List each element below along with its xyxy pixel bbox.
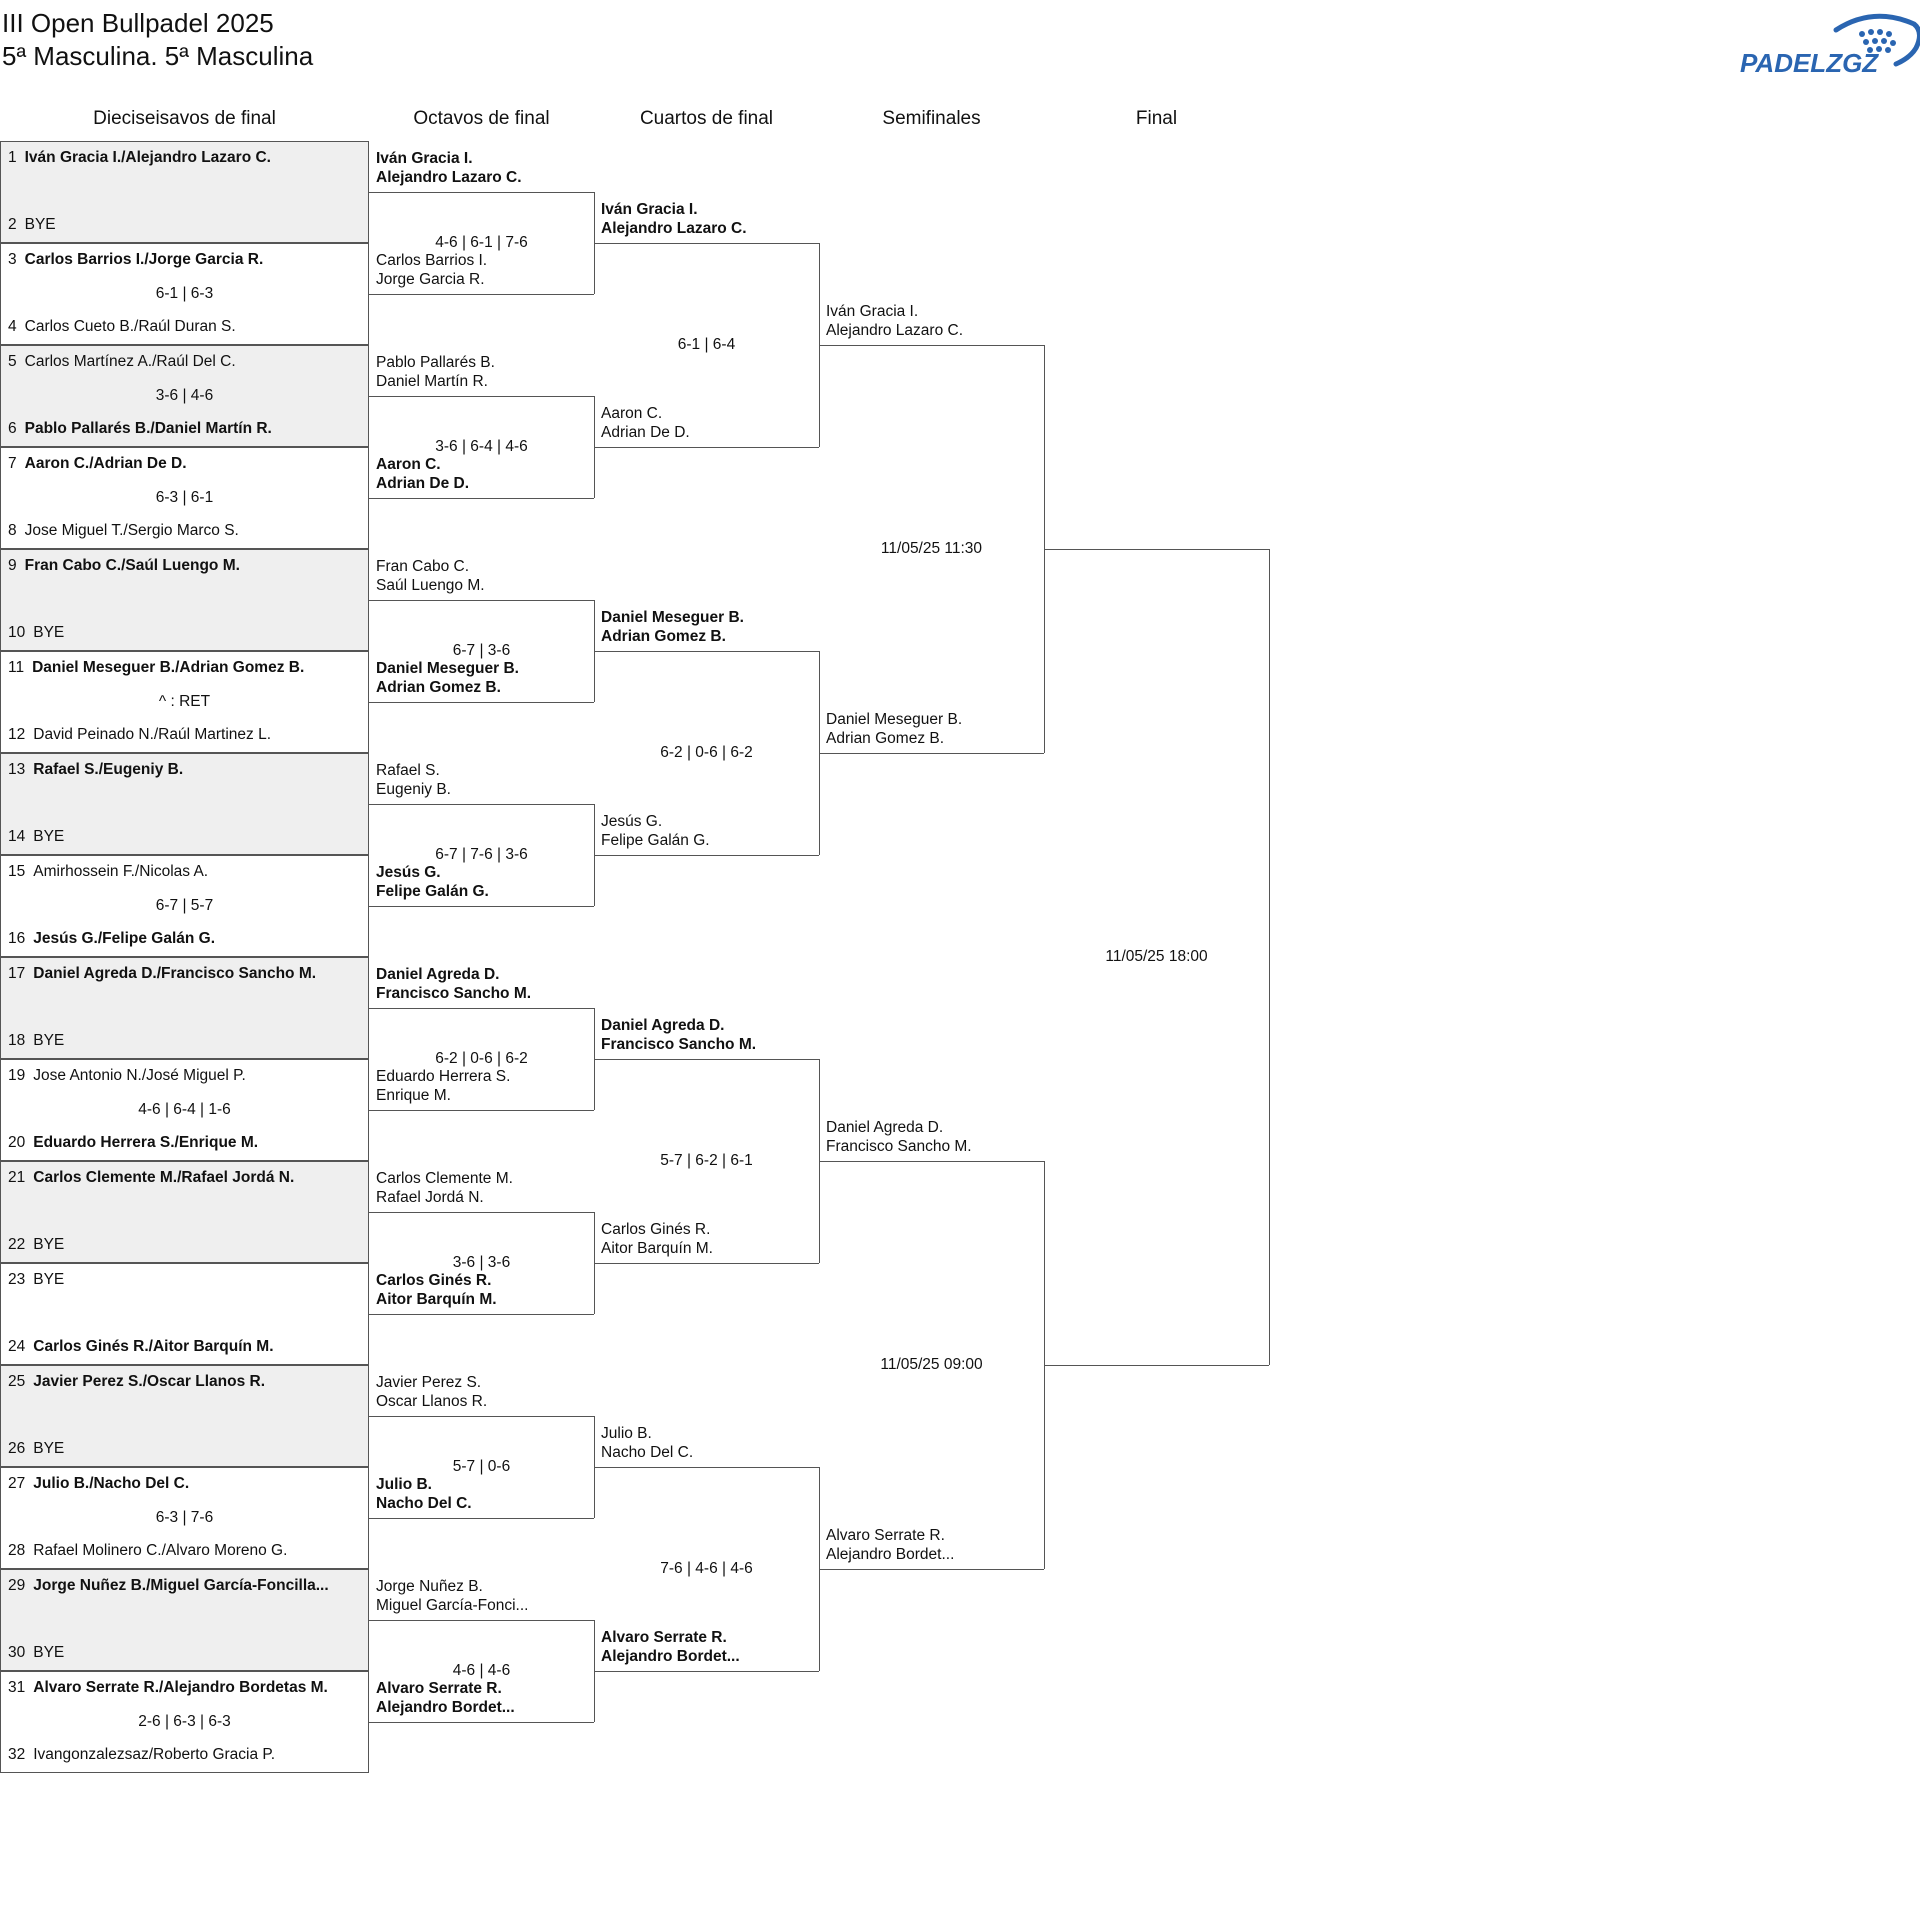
player-row — [8, 1168, 363, 1188]
team-entry — [826, 710, 962, 748]
team-name: BYE — [33, 828, 65, 845]
player-row — [8, 1541, 363, 1561]
player-name: Nacho Del C. — [376, 1495, 472, 1512]
bracket-line — [369, 294, 594, 295]
player-name: Rafael Jordá N. — [376, 1189, 484, 1206]
seed-number: 24 — [8, 1338, 26, 1355]
team-name: David Peinado N./Raúl Martinez L. — [33, 726, 272, 743]
match-score: 11/05/25 11:30 — [880, 540, 983, 557]
player-row — [8, 827, 363, 847]
bracket-line — [1044, 1365, 1269, 1366]
player-name: Daniel Meseguer B. — [376, 660, 519, 677]
player-name: Iván Gracia I. — [826, 303, 919, 320]
bracket-line — [369, 1110, 594, 1111]
team-name: Rafael Molinero C./Alvaro Moreno G. — [33, 1542, 288, 1559]
bracket-line — [369, 804, 594, 805]
match-box — [0, 1365, 369, 1467]
player-row — [8, 317, 363, 337]
team-name: Daniel Meseguer B./Adrian Gomez B. — [32, 659, 305, 676]
player-name: Iván Gracia I. — [601, 201, 698, 218]
player-row — [8, 1439, 363, 1459]
player-row — [8, 521, 363, 541]
match-box — [0, 345, 369, 447]
seed-number: 20 — [8, 1134, 26, 1151]
team-name: Aaron C./Adrian De D. — [24, 455, 187, 472]
player-row — [8, 148, 363, 168]
padelzgz-logo-svg — [1738, 8, 1920, 78]
player-name: Julio B. — [601, 1425, 652, 1442]
match-score: 6-7 | 5-7 — [155, 897, 214, 914]
player-row — [8, 419, 363, 439]
match-score: 6-3 | 7-6 — [155, 1509, 214, 1526]
match-score: 5-7 | 0-6 — [452, 1458, 511, 1475]
seed-number: 2 — [8, 216, 17, 233]
seed-number: 23 — [8, 1271, 26, 1288]
team-entry — [376, 149, 522, 187]
seed-number: 21 — [8, 1169, 26, 1186]
team-entry — [376, 455, 469, 493]
team-name: Ivangonzalezsaz/Roberto Gracia P. — [33, 1746, 276, 1763]
seed-number: 27 — [8, 1475, 26, 1492]
seed-number: 8 — [8, 522, 17, 539]
seed-number: 29 — [8, 1577, 26, 1594]
player-name: Adrian De D. — [376, 475, 470, 492]
player-name: Alejandro Lazaro C. — [826, 322, 963, 339]
team-name: Julio B./Nacho Del C. — [33, 1475, 190, 1492]
team-entry — [601, 1016, 756, 1054]
bracket-line — [369, 192, 594, 193]
team-name: Jose Miguel T./Sergio Marco S. — [24, 522, 239, 539]
team-entry — [376, 1169, 513, 1207]
seed-number: 5 — [8, 353, 17, 370]
player-row — [8, 1474, 363, 1494]
player-row — [8, 215, 363, 235]
player-name: Jorge Garcia R. — [376, 271, 485, 288]
player-name: Alejandro Bordet... — [601, 1648, 740, 1665]
team-name: Javier Perez S./Oscar Llanos R. — [33, 1373, 266, 1390]
player-name: Felipe Galán G. — [601, 832, 710, 849]
match-box — [0, 549, 369, 651]
player-row — [8, 1031, 363, 1051]
team-entry — [601, 404, 690, 442]
player-row — [8, 964, 363, 984]
team-entry — [376, 1271, 497, 1309]
match-score: 2-6 | 6-3 | 6-3 — [138, 1713, 231, 1730]
team-entry — [601, 608, 744, 646]
match-box — [0, 1671, 369, 1773]
team-entry — [601, 1424, 693, 1462]
team-name: BYE — [33, 1644, 65, 1661]
player-name: Francisco Sancho M. — [376, 985, 532, 1002]
team-name: Pablo Pallarés B./Daniel Martín R. — [24, 420, 272, 437]
bracket-line — [369, 498, 594, 499]
player-name: Oscar Llanos R. — [376, 1393, 488, 1410]
match-score: 3-6 | 4-6 — [155, 387, 214, 404]
player-name: Felipe Galán G. — [376, 883, 489, 900]
player-row — [8, 1372, 363, 1392]
match-score: 7-6 | 4-6 | 4-6 — [660, 1560, 753, 1577]
player-name: Aitor Barquín M. — [376, 1291, 497, 1308]
player-row — [8, 1643, 363, 1663]
match-score: 4-6 | 6-1 | 7-6 — [435, 234, 528, 251]
team-name: Carlos Cueto B./Raúl Duran S. — [24, 318, 236, 335]
player-name: Adrian De D. — [601, 424, 690, 441]
team-name: Carlos Barrios I./Jorge Garcia R. — [24, 251, 264, 268]
player-name: Adrian Gomez B. — [601, 628, 726, 645]
team-entry — [376, 1679, 515, 1717]
team-name: Daniel Agreda D./Francisco Sancho M. — [33, 965, 317, 982]
round-header-r32: Dieciseisavos de final — [93, 108, 276, 129]
match-score: 3-6 | 6-4 | 4-6 — [435, 438, 528, 455]
team-entry — [601, 812, 710, 850]
team-name: Carlos Martínez A./Raúl Del C. — [24, 353, 236, 370]
team-name: Fran Cabo C./Saúl Luengo M. — [24, 557, 240, 574]
seed-number: 6 — [8, 420, 17, 437]
final-schedule: 11/05/25 18:00 — [1105, 948, 1208, 965]
seed-number: 15 — [8, 863, 26, 880]
player-name: Alejandro Bordet... — [376, 1699, 515, 1716]
player-name: Nacho Del C. — [601, 1444, 694, 1461]
page-title: III Open Bullpadel 2025 — [2, 8, 274, 38]
seed-number: 26 — [8, 1440, 26, 1457]
bracket-line — [369, 1314, 594, 1315]
team-name: Rafael S./Eugeniy B. — [33, 761, 184, 778]
team-entry — [376, 761, 451, 799]
team-name: BYE — [33, 1271, 65, 1288]
bracket-line — [594, 1059, 819, 1060]
player-name: Eugeniy B. — [376, 781, 451, 798]
team-name: Alvaro Serrate R./Alejandro Bordetas M. — [33, 1679, 328, 1696]
team-name: Carlos Clemente M./Rafael Jordá N. — [33, 1169, 295, 1186]
seed-number: 3 — [8, 251, 17, 268]
player-name: Javier Perez S. — [376, 1374, 482, 1391]
player-name: Aaron C. — [376, 456, 441, 473]
bracket-line — [594, 1467, 819, 1468]
padelzgz-logo — [1738, 8, 1920, 78]
round-header-sf: Semifinales — [882, 108, 981, 129]
player-row — [8, 1133, 363, 1153]
player-row — [8, 556, 363, 576]
bracket-line — [369, 1620, 594, 1621]
player-name: Daniel Agreda D. — [826, 1119, 944, 1136]
bracket-line — [594, 1671, 819, 1672]
bracket-line — [369, 906, 594, 907]
player-row — [8, 1678, 363, 1698]
player-name: Enrique M. — [376, 1087, 451, 1104]
bracket-line — [594, 855, 819, 856]
team-name: Jorge Nuñez B./Miguel García-Foncilla... — [33, 1577, 329, 1594]
player-row — [8, 760, 363, 780]
bracket-line — [819, 1161, 1044, 1162]
bracket-line — [594, 447, 819, 448]
player-name: Jesús G. — [601, 813, 663, 830]
match-score: 6-2 | 0-6 | 6-2 — [435, 1050, 528, 1067]
seed-number: 18 — [8, 1032, 26, 1049]
match-score: 3-6 | 3-6 — [452, 1254, 511, 1271]
player-row — [8, 929, 363, 949]
match-box — [0, 1059, 369, 1161]
team-name: Iván Gracia I./Alejandro Lazaro C. — [24, 149, 271, 166]
player-name: Iván Gracia I. — [376, 150, 473, 167]
team-name: Amirhossein F./Nicolas A. — [33, 863, 209, 880]
player-name: Saúl Luengo M. — [376, 577, 485, 594]
bracket-line — [369, 1722, 594, 1723]
player-row — [8, 1576, 363, 1596]
player-name: Jesús G. — [376, 864, 441, 881]
match-box — [0, 855, 369, 957]
match-box — [0, 651, 369, 753]
seed-number: 12 — [8, 726, 26, 743]
seed-number: 11 — [8, 659, 25, 676]
page-subtitle: 5ª Masculina. 5ª Masculina — [2, 41, 314, 71]
player-name: Alejandro Bordet... — [826, 1546, 955, 1563]
bracket-line — [594, 1263, 819, 1264]
match-box — [0, 243, 369, 345]
player-name: Alvaro Serrate R. — [601, 1629, 727, 1646]
match-box — [0, 1467, 369, 1569]
match-score: 6-7 | 3-6 — [452, 642, 511, 659]
team-entry — [376, 251, 487, 289]
player-name: Jorge Nuñez B. — [376, 1578, 483, 1595]
player-name: Rafael S. — [376, 762, 440, 779]
team-name: Eduardo Herrera S./Enrique M. — [33, 1134, 259, 1151]
bracket-line — [819, 1569, 1044, 1570]
bracket-line — [369, 702, 594, 703]
team-entry — [376, 863, 489, 901]
player-row — [8, 1235, 363, 1255]
match-score: 6-3 | 6-1 — [155, 489, 214, 506]
team-name: BYE — [33, 1032, 65, 1049]
bracket-line — [1269, 549, 1270, 1365]
team-name: Jose Antonio N./José Miguel P. — [33, 1067, 246, 1084]
round-header-final: Final — [1135, 108, 1178, 129]
player-name: Alvaro Serrate R. — [826, 1527, 945, 1544]
player-row — [8, 250, 363, 270]
match-box — [0, 447, 369, 549]
match-score: 6-2 | 0-6 | 6-2 — [660, 744, 753, 761]
player-name: Francisco Sancho M. — [826, 1138, 972, 1155]
player-name: Daniel Agreda D. — [376, 966, 500, 983]
logo-text: PADELZGZ — [1740, 48, 1879, 78]
team-name: BYE — [33, 1236, 65, 1253]
bracket-line — [369, 396, 594, 397]
player-name: Adrian Gomez B. — [376, 679, 501, 696]
player-row — [8, 1337, 363, 1357]
player-row — [8, 623, 363, 643]
match-score: 4-6 | 4-6 — [452, 1662, 511, 1679]
team-entry — [376, 659, 519, 697]
match-score: 6-1 | 6-4 — [677, 336, 736, 353]
match-score: 6-1 | 6-3 — [155, 285, 214, 302]
team-entry — [376, 1577, 528, 1615]
match-box — [0, 141, 369, 243]
bracket-line — [594, 651, 819, 652]
match-box — [0, 1569, 369, 1671]
seed-number: 28 — [8, 1542, 26, 1559]
team-name: BYE — [33, 1440, 65, 1457]
title-block — [2, 7, 313, 73]
player-name: Daniel Martín R. — [376, 373, 488, 390]
player-name: Adrian Gomez B. — [826, 730, 945, 747]
bracket-line — [369, 1212, 594, 1213]
bracket-line — [1044, 549, 1269, 550]
match-box — [0, 957, 369, 1059]
bracket-line — [594, 243, 819, 244]
seed-number: 31 — [8, 1679, 26, 1696]
seed-number: 4 — [8, 318, 17, 335]
team-entry — [601, 1628, 740, 1666]
team-entry — [376, 1067, 510, 1105]
round-header-r16: Octavos de final — [413, 108, 550, 129]
match-box — [0, 1263, 369, 1365]
bracket-line — [369, 1416, 594, 1417]
player-name: Daniel Meseguer B. — [826, 711, 963, 728]
team-entry — [826, 1526, 954, 1564]
player-row — [8, 454, 363, 474]
seed-number: 9 — [8, 557, 17, 574]
team-entry — [376, 353, 495, 391]
team-entry — [376, 557, 485, 595]
seed-number: 30 — [8, 1644, 26, 1661]
team-entry — [826, 302, 963, 340]
seed-number: 16 — [8, 930, 26, 947]
player-name: Miguel García-Fonci... — [376, 1597, 529, 1614]
seed-number: 10 — [8, 624, 26, 641]
player-name: Pablo Pallarés B. — [376, 354, 495, 371]
player-name: Carlos Clemente M. — [376, 1170, 513, 1187]
player-row — [8, 658, 363, 678]
round-header-qf: Cuartos de final — [639, 108, 774, 129]
match-score: ^ : RET — [158, 693, 211, 710]
player-name: Daniel Agreda D. — [601, 1017, 725, 1034]
team-entry — [601, 1220, 713, 1258]
bracket-line — [369, 1518, 594, 1519]
seed-number: 19 — [8, 1067, 26, 1084]
player-row — [8, 1745, 363, 1765]
seed-number: 14 — [8, 828, 26, 845]
player-name: Alvaro Serrate R. — [376, 1680, 502, 1697]
player-name: Carlos Barrios I. — [376, 252, 488, 269]
player-name: Eduardo Herrera S. — [376, 1068, 511, 1085]
match-score: 11/05/25 09:00 — [880, 1356, 983, 1373]
team-entry — [826, 1118, 972, 1156]
player-name: Aitor Barquín M. — [601, 1240, 713, 1257]
team-entry — [601, 200, 747, 238]
match-score: 4-6 | 6-4 | 1-6 — [138, 1101, 231, 1118]
team-name: Carlos Ginés R./Aitor Barquín M. — [33, 1338, 274, 1355]
player-row — [8, 1270, 363, 1290]
player-row — [8, 862, 363, 882]
seed-number: 22 — [8, 1236, 26, 1253]
bracket-line — [819, 345, 1044, 346]
seed-number: 25 — [8, 1373, 26, 1390]
team-entry — [376, 965, 531, 1003]
seed-number: 1 — [8, 149, 17, 166]
team-entry — [376, 1373, 487, 1411]
team-name: BYE — [33, 624, 65, 641]
seed-number: 7 — [8, 455, 17, 472]
seed-number: 32 — [8, 1746, 26, 1763]
player-row — [8, 1066, 363, 1086]
player-name: Fran Cabo C. — [376, 558, 470, 575]
match-box — [0, 753, 369, 855]
bracket-line — [819, 753, 1044, 754]
seed-number: 17 — [8, 965, 26, 982]
team-entry — [376, 1475, 472, 1513]
player-row — [8, 725, 363, 745]
player-row — [8, 352, 363, 372]
player-name: Daniel Meseguer B. — [601, 609, 744, 626]
player-name: Alejandro Lazaro C. — [601, 220, 747, 237]
player-name: Francisco Sancho M. — [601, 1036, 757, 1053]
match-score: 6-7 | 7-6 | 3-6 — [435, 846, 528, 863]
team-name: Jesús G./Felipe Galán G. — [33, 930, 216, 947]
match-score: 5-7 | 6-2 | 6-1 — [660, 1152, 753, 1169]
player-name: Carlos Ginés R. — [376, 1272, 492, 1289]
player-name: Carlos Ginés R. — [601, 1221, 711, 1238]
match-box — [0, 1161, 369, 1263]
seed-number: 13 — [8, 761, 26, 778]
team-name: BYE — [24, 216, 56, 233]
player-name: Alejandro Lazaro C. — [376, 169, 522, 186]
player-name: Julio B. — [376, 1476, 432, 1493]
bracket-line — [369, 600, 594, 601]
bracket-line — [369, 1008, 594, 1009]
player-name: Aaron C. — [601, 405, 663, 422]
